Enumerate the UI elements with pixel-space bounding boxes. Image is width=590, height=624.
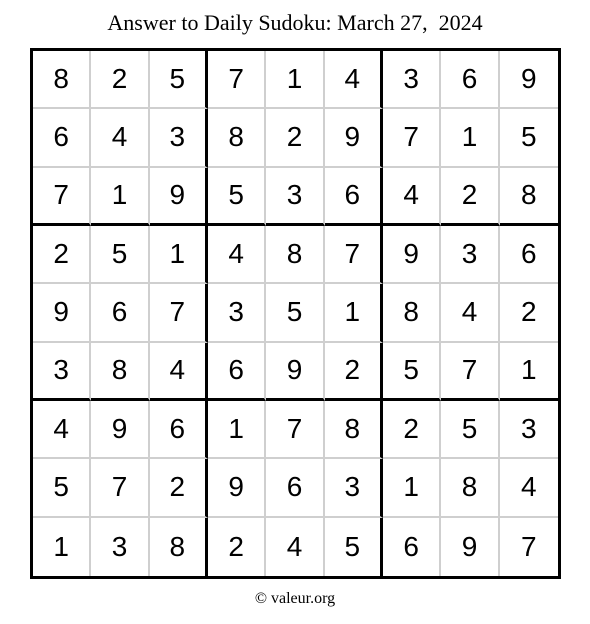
sudoku-cell-r3-c8: 2	[441, 168, 499, 226]
sudoku-cell-r7-c4: 1	[208, 401, 266, 459]
sudoku-cell-r1-c8: 6	[441, 51, 499, 109]
sudoku-cell-r9-c4: 2	[208, 518, 266, 576]
sudoku-cell-r7-c5: 7	[266, 401, 324, 459]
sudoku-cell-r5-c8: 4	[441, 284, 499, 342]
sudoku-cell-r6-c1: 3	[33, 343, 91, 401]
sudoku-cell-r3-c9: 8	[500, 168, 558, 226]
sudoku-cell-r7-c6: 8	[325, 401, 383, 459]
sudoku-cell-r8-c7: 1	[383, 459, 441, 517]
sudoku-cell-r9-c3: 8	[150, 518, 208, 576]
sudoku-cell-r7-c3: 6	[150, 401, 208, 459]
sudoku-cell-r7-c7: 2	[383, 401, 441, 459]
sudoku-cell-r4-c3: 1	[150, 226, 208, 284]
sudoku-cell-r8-c5: 6	[266, 459, 324, 517]
sudoku-cell-r5-c2: 6	[91, 284, 149, 342]
sudoku-cell-r2-c5: 2	[266, 109, 324, 167]
sudoku-cell-r4-c2: 5	[91, 226, 149, 284]
sudoku-cell-r8-c4: 9	[208, 459, 266, 517]
sudoku-cell-r6-c5: 9	[266, 343, 324, 401]
sudoku-cell-r9-c7: 6	[383, 518, 441, 576]
sudoku-cell-r8-c9: 4	[500, 459, 558, 517]
sudoku-cell-r9-c2: 3	[91, 518, 149, 576]
sudoku-cell-r1-c4: 7	[208, 51, 266, 109]
sudoku-cell-r6-c8: 7	[441, 343, 499, 401]
sudoku-cell-r2-c8: 1	[441, 109, 499, 167]
sudoku-cell-r3-c4: 5	[208, 168, 266, 226]
sudoku-cell-r8-c1: 5	[33, 459, 91, 517]
sudoku-cell-r1-c3: 5	[150, 51, 208, 109]
sudoku-cell-r6-c4: 6	[208, 343, 266, 401]
sudoku-cell-r6-c9: 1	[500, 343, 558, 401]
sudoku-cell-r3-c6: 6	[325, 168, 383, 226]
sudoku-cell-r1-c6: 4	[325, 51, 383, 109]
sudoku-cell-r4-c9: 6	[500, 226, 558, 284]
sudoku-cell-r2-c3: 3	[150, 109, 208, 167]
sudoku-cell-r8-c6: 3	[325, 459, 383, 517]
sudoku-cell-r8-c3: 2	[150, 459, 208, 517]
copyright-footer: © valeur.org	[254, 590, 336, 607]
sudoku-grid	[30, 48, 561, 579]
sudoku-cell-r4-c4: 4	[208, 226, 266, 284]
sudoku-cell-r6-c3: 4	[150, 343, 208, 401]
sudoku-cell-r1-c2: 2	[91, 51, 149, 109]
sudoku-cell-r5-c6: 1	[325, 284, 383, 342]
sudoku-cell-r7-c9: 3	[500, 401, 558, 459]
sudoku-cell-r4-c1: 2	[33, 226, 91, 284]
sudoku-cell-r5-c7: 8	[383, 284, 441, 342]
sudoku-cell-r7-c8: 5	[441, 401, 499, 459]
sudoku-cell-r2-c4: 8	[208, 109, 266, 167]
sudoku-cell-r5-c1: 9	[33, 284, 91, 342]
sudoku-cell-r5-c5: 5	[266, 284, 324, 342]
sudoku-cell-r5-c4: 3	[208, 284, 266, 342]
sudoku-cell-r2-c6: 9	[325, 109, 383, 167]
sudoku-cell-r9-c8: 9	[441, 518, 499, 576]
sudoku-cell-r2-c2: 4	[91, 109, 149, 167]
sudoku-cell-r9-c6: 5	[325, 518, 383, 576]
sudoku-cell-r8-c8: 8	[441, 459, 499, 517]
sudoku-cell-r3-c2: 1	[91, 168, 149, 226]
sudoku-cell-r4-c6: 7	[325, 226, 383, 284]
sudoku-cell-r5-c3: 7	[150, 284, 208, 342]
sudoku-cell-r2-c9: 5	[500, 109, 558, 167]
sudoku-cell-r5-c9: 2	[500, 284, 558, 342]
sudoku-cell-r3-c3: 9	[150, 168, 208, 226]
sudoku-cell-r6-c2: 8	[91, 343, 149, 401]
sudoku-cell-r4-c8: 3	[441, 226, 499, 284]
sudoku-cell-r6-c6: 2	[325, 343, 383, 401]
sudoku-cell-r4-c5: 8	[266, 226, 324, 284]
sudoku-cell-r3-c1: 7	[33, 168, 91, 226]
sudoku-cell-r9-c1: 1	[33, 518, 91, 576]
sudoku-cell-r3-c7: 4	[383, 168, 441, 226]
sudoku-cell-r8-c2: 7	[91, 459, 149, 517]
sudoku-cell-r6-c7: 5	[383, 343, 441, 401]
sudoku-cell-r1-c5: 1	[266, 51, 324, 109]
sudoku-cell-r1-c1: 8	[33, 51, 91, 109]
sudoku-cell-r4-c7: 9	[383, 226, 441, 284]
sudoku-cell-r1-c9: 9	[500, 51, 558, 109]
sudoku-cell-r9-c5: 4	[266, 518, 324, 576]
sudoku-cell-r7-c1: 4	[33, 401, 91, 459]
sudoku-cell-r9-c9: 7	[521, 530, 537, 562]
sudoku-cell-r7-c2: 9	[91, 401, 149, 459]
sudoku-cell-r3-c5: 3	[266, 168, 324, 226]
page-title: Answer to Daily Sudoku: March 27, 2024	[107, 10, 483, 35]
sudoku-cell-r2-c1: 6	[33, 109, 91, 167]
sudoku-cell-r1-c7: 3	[383, 51, 441, 109]
sudoku-cell-r2-c7: 7	[383, 109, 441, 167]
